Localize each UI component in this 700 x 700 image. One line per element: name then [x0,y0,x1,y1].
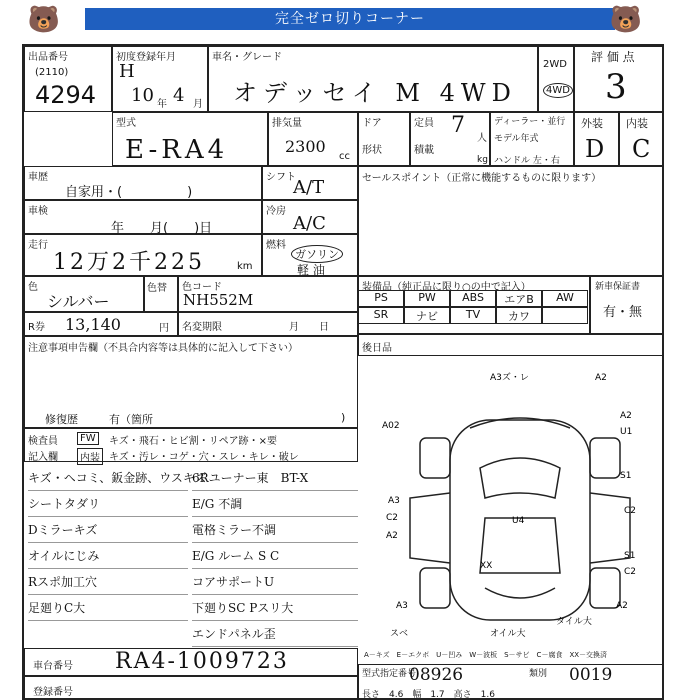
diagram-label: C2 [386,513,399,523]
chassis-label: 車台番号 [33,661,73,672]
tax-value: 13,140 [65,315,121,334]
inspection-box [24,200,262,234]
diagram-label: U4 [512,516,525,526]
model-box [208,46,538,112]
displacement-value: 2300 [285,137,326,156]
mileage-label: 走行 [28,240,48,251]
rear-seat-label: 後日品 [362,343,392,354]
drive-4wd: 4WD [543,83,573,98]
notes-box [24,336,358,428]
year-mark: 年 [157,99,167,110]
remark-line: キズ・ヘコミ、鈑金跡、ウスキズ [28,466,188,491]
lot-label: 出品番号 [28,52,68,63]
inspection-value: 年 月( )日 [111,221,213,236]
drive-box [538,46,574,112]
rear-seat-box [358,334,664,356]
type-label: 型式 [116,118,136,129]
name-change-value: 月 日 [289,322,329,333]
fuel-gas: ガソリン [291,245,343,263]
exterior-value: D [585,135,605,163]
diagram-label: S1 [624,551,636,561]
remark-line: E/G ルーム S C [192,544,358,569]
exterior-label: 外装 [581,117,603,130]
equipment-label: 装備品（純正品に限り○の中で記入） [362,282,531,293]
remark-line: 電格ミラー不調 [192,518,358,543]
diagram-label: A3 [396,601,408,611]
diagram-label: A2 [595,373,607,383]
equipment-item: TV [450,307,496,324]
entry-in: 内装 [77,448,103,465]
capacity-box [410,112,490,166]
remarks-left [28,466,207,646]
capacity-label: 定員 [414,118,434,129]
auction-sheet [22,44,664,700]
diagram-label: C2 [624,567,637,577]
drive-2wd: 2WD [543,59,567,70]
category-value: 0019 [569,665,613,685]
mileage-box [24,234,262,276]
aircon-value: A/C [293,213,326,234]
interior-value: C [632,135,651,163]
repair-value: 有（箇所 [109,413,153,426]
dims-value: 長さ 4.6 幅 1.7 高さ 1.6 [362,690,495,700]
diagram-label: スベ [390,629,409,639]
diagram-label: U1 [620,427,633,437]
shape-label: 形状 [362,145,382,156]
interior-box [619,112,664,166]
month-mark: 月 [193,99,203,110]
grade-box [574,46,664,112]
remark-line: 足廻りC大 [28,596,188,621]
name-change-box [178,312,358,336]
grade-value: 3 [605,67,627,107]
color-box [24,276,144,312]
interior-label: 内装 [626,117,648,130]
header-banner [0,0,700,40]
equipment-item: SR [358,307,404,324]
inspector-box [24,428,358,462]
model-year-label: モデル年式 [494,134,539,144]
dealer-label: ディーラー・並行 [494,117,566,127]
car-damage-diagram [380,368,660,644]
remark-line: シートタダリ [28,492,188,517]
aircon-label: 冷房 [266,206,286,217]
remark-line: コアサポートU [192,570,358,595]
yen-unit: 円 [159,323,169,334]
inspector-label: 検査員 [28,436,58,447]
type-cert-label: 型式指定番号 [362,669,417,679]
damage-legend: A－キズ E－エクボ U－凹み W－波板 S－サビ C－腐食 XX－交換済 [364,651,608,659]
lot-box [24,46,112,112]
diagram-label: A2 [386,531,398,541]
reg-label: 登録番号 [33,687,73,698]
sales-point-label: セールスポイント（正常に機能するものに限ります） [362,173,602,184]
diagram-label: A2 [616,601,628,611]
color-change-box [144,276,178,312]
usage-box [24,166,262,200]
inspector-fw: FW [77,432,99,445]
diagram-label: A02 [382,421,400,431]
color-code-value: NH552M [183,291,254,309]
new-car-label: 新車保証書 [595,282,641,292]
reg-month: 4 [173,85,185,106]
equipment-item: カワ [496,307,542,324]
type-cert-value: 08926 [409,665,464,685]
diagram-label: XX [480,561,493,571]
exterior-box [574,112,619,166]
sales-point-box [358,166,664,276]
fuel-box [262,234,358,276]
notes-label: 注意事項申告欄（不具合内容等は具体的に記入して下さい） [28,343,298,354]
diagram-label: オイル大 [490,629,526,639]
diagram-label: S1 [620,471,632,481]
first-reg-label: 初度登録年月 [116,52,176,63]
fuel-diesel: 軽 油 [297,263,325,277]
displacement-label: 排気量 [272,118,302,129]
km-unit: km [237,261,253,272]
shift-label: シフト [266,172,296,183]
category-label: 類別 [529,669,548,679]
color-value: シルバー [47,292,110,311]
entry-label: 記入欄 [28,452,58,463]
entry-text: キズ・汚レ・コゲ・穴・スレ・キレ・破レ [109,452,299,463]
load-label: 積載 [414,145,434,156]
displacement-box [268,112,358,166]
diagram-label: A2 [620,411,632,421]
cert-box [358,664,664,700]
dealer-box [490,112,574,166]
equipment-item: AW [542,290,588,307]
shift-box [262,166,358,200]
inspector-text: キズ・飛石・ヒビ割・リペア跡・×要 [109,436,277,447]
equipment-item: PS [358,290,404,307]
remark-line: Dミラーキズ [28,518,188,543]
inspection-label: 車検 [28,206,48,217]
remarks-right [192,466,358,646]
fuel-label: 燃料 [266,240,286,251]
diagram-label: C2 [624,506,637,516]
cc-unit: cc [339,151,350,162]
remark-line: 6Rユーナー東 BT-X [192,466,358,491]
remark-line: 下廻りSC Pスリ大 [192,596,358,621]
chassis-value: RA4-1009723 [115,649,289,674]
color-change-label: 色替 [147,283,167,294]
first-reg-box [112,46,208,112]
model-label: 車名・グレード [212,52,282,63]
name-change-label: 名変期限 [182,322,222,333]
reg-box [24,676,358,700]
mileage-value: 12万2千225 [53,250,205,275]
aircon-box [262,200,358,234]
type-box [112,112,268,166]
remark-line: エンドパネル歪 [192,622,358,647]
people-unit: 人 [477,133,487,144]
grade-label: 評 価 点 [591,50,635,64]
color-code-box [178,276,358,312]
color-code-label: 色コード [182,282,222,293]
equipment-item: ナビ [404,307,450,324]
door-box [358,112,410,166]
model-value: オデッセイ M 4WD [233,79,517,107]
type-value: E-RA4 [125,135,229,165]
new-car-box [590,276,664,334]
equipment-item: ABS [450,290,496,307]
usage-value: 自家用・( ) [65,185,193,200]
remark-line: E/G 不調 [192,492,358,517]
bear-mascot-icon: 🐻 [609,5,643,35]
diagram-label: タイル大 [556,617,592,627]
repair-label: 修復歴 [45,413,78,426]
usage-label: 車歴 [28,172,48,183]
bear-mascot-icon: 🐻 [27,5,61,35]
chassis-box [24,648,358,676]
door-label: ドア [362,118,382,129]
capacity-value: 7 [451,113,465,138]
handle-label: ハンドル 左・右 [494,156,560,166]
equipment-item: PW [404,290,450,307]
shift-value: A/T [293,177,325,198]
equipment-item [542,307,588,324]
lot-sub: (2110) [35,67,69,78]
remark-line: オイルにじみ [28,544,188,569]
tax-label: R券 [28,322,45,333]
diagram-label: A3ズ・レ [490,373,529,383]
era: H [119,61,135,82]
lot-number: 4294 [35,81,97,109]
color-label: 色 [28,282,38,293]
reg-year: 10 [131,85,154,106]
diagram-label: A3 [388,496,400,506]
equipment-item: エアB [496,290,542,307]
remark-line: Rスポ加工穴 [28,570,188,595]
repair-close: ) [341,411,346,424]
kg-unit: kg [477,155,488,165]
new-car-value: 有・無 [603,305,643,320]
banner-title: 完全ゼロ切りコーナー [85,8,615,30]
tax-box [24,312,178,336]
